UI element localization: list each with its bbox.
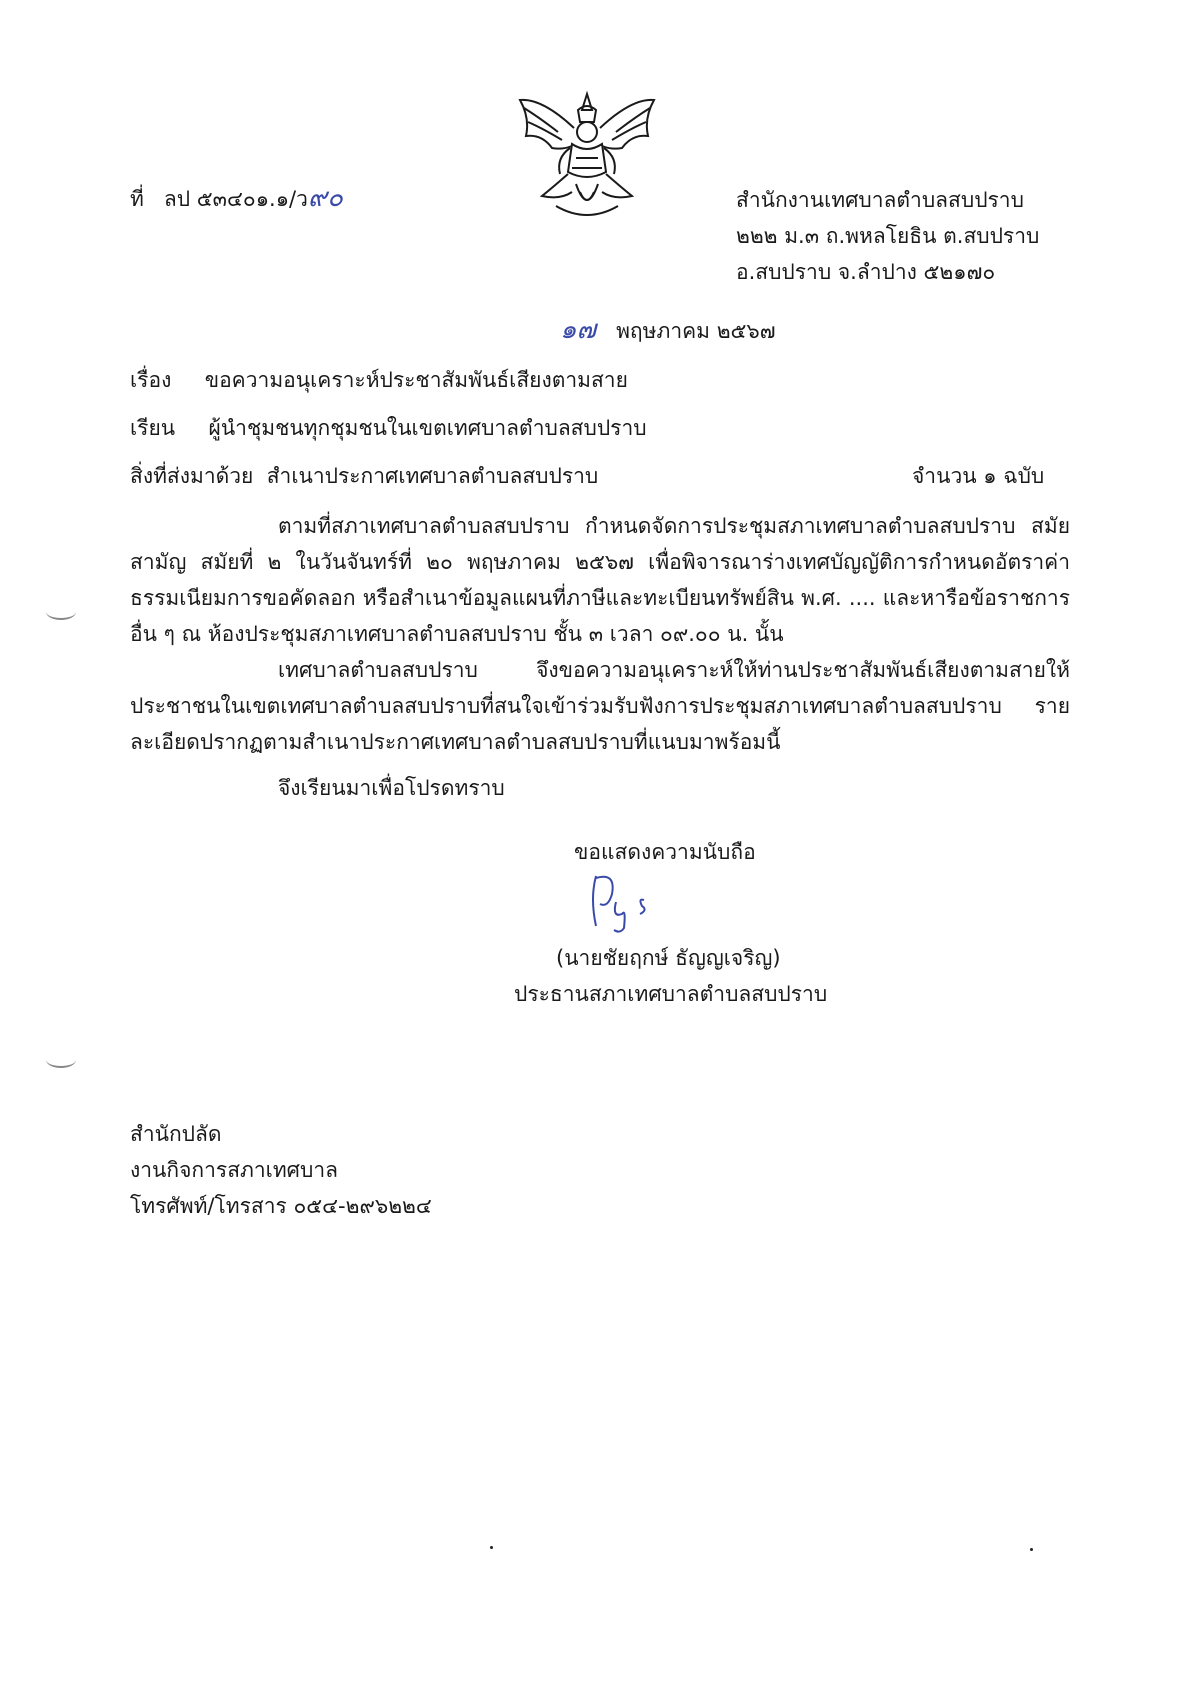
garuda-emblem-icon (512, 88, 662, 228)
enclosure-count: จำนวน ๑ ฉบับ (912, 464, 1045, 488)
signatory-position: ประธานสภาเทศบาลตำบลสบปราบ (514, 982, 828, 1006)
complimentary-close: ขอแสดงความนับถือ (574, 840, 756, 864)
punch-hole-mark (46, 1052, 76, 1068)
letter-date (560, 316, 776, 345)
closing-statement: จึงเรียนมาเพื่อโปรดทราบ (278, 776, 505, 800)
office-name: สำนักงานเทศบาลตำบลสบปราบ (736, 188, 1024, 212)
enclosure-text: สำเนาประกาศเทศบาลตำบลสบปราบ (266, 464, 599, 488)
footer-phone: โทรศัพท์/โทรสาร ๐๕๔-๒๙๖๒๒๔ (130, 1194, 432, 1218)
reference-number (130, 184, 343, 213)
reference-label: ที่ (130, 187, 144, 211)
footer-department: สำนักปลัด (130, 1122, 222, 1146)
date-month-year: พฤษภาคม ๒๕๖๗ (616, 319, 776, 343)
office-address-line: อ.สบปราบ จ.ลำปาง ๕๒๑๗๐ (736, 260, 996, 284)
reference-code: ลป ๕๓๔๐๑.๑/ว (163, 187, 308, 211)
enclosure-line (130, 462, 598, 490)
office-address-line: ๒๒๒ ม.๓ ถ.พหลโยธิน ต.สบปราบ (736, 224, 1040, 248)
footer-section: งานกิจการสภาเทศบาล (130, 1158, 339, 1182)
scan-speck (490, 1546, 493, 1549)
body-paragraph-1-text: ตามที่สภาเทศบาลตำบลสบปราบ กำหนดจัดการประชุมสภาเทศบาลตำบลสบปราบ สมัยสามัญ สมัยที่ ๒ ในวันจันทร์ที่ ๒๐ พฤษภาคม ๒๕๖๗ เพื่อพิจารณาร่างเทศบัญญัติการกำหนดอัตราค่าธรรมเนียมการขอคัดลอก หรือสำเนาข้อมูลแผนที่ภาษีและทะเบียนทรัพย์สิน พ.ศ. .... และหารือข้อราชการอื่น ๆ ณ ห้องประชุมสภาเทศบาลตำบลสบปราบ ชั้น ๓ เวลา ๐๙.๐๐ น. นั้น (130, 514, 1070, 646)
signatory-name: (นายชัยฤกษ์ ธัญญเจริญ) (556, 946, 781, 970)
recipient-text: ผู้นำชุมชนทุกชุมชนในเขตเทศบาลตำบลสบปราบ (208, 416, 647, 440)
subject-label: เรื่อง (130, 368, 172, 392)
body-paragraph-2 (130, 652, 1070, 760)
handwritten-signature (582, 868, 662, 938)
recipient-line (130, 414, 647, 442)
body-paragraph-1 (130, 508, 1070, 652)
punch-hole-mark (46, 604, 76, 620)
subject-line (130, 366, 628, 394)
body-paragraph-2-text: เทศบาลตำบลสบปราบ จึงขอความอนุเคราะห์ให้ท่านประชาสัมพันธ์เสียงตามสายให้ประชาชนในเขตเทศบาลตำบลสบปราบที่สนใจเข้าร่วมรับฟังการประชุมสภาเทศบาลตำบลสบปราบ รายละเอียดปรากฏตามสำเนาประกาศเทศบาลตำบลสบปราบที่แนบมาพร้อมนี้ (130, 658, 1070, 754)
subject-text: ขอความอนุเคราะห์ประชาสัมพันธ์เสียงตามสาย (204, 368, 628, 392)
enclosure-label: สิ่งที่ส่งมาด้วย (130, 464, 254, 488)
scan-speck (1030, 1548, 1033, 1551)
date-handwritten-day: ๑๗ (560, 315, 597, 345)
recipient-label: เรียน (130, 416, 176, 440)
reference-handwritten: ๙๐ (307, 183, 343, 213)
